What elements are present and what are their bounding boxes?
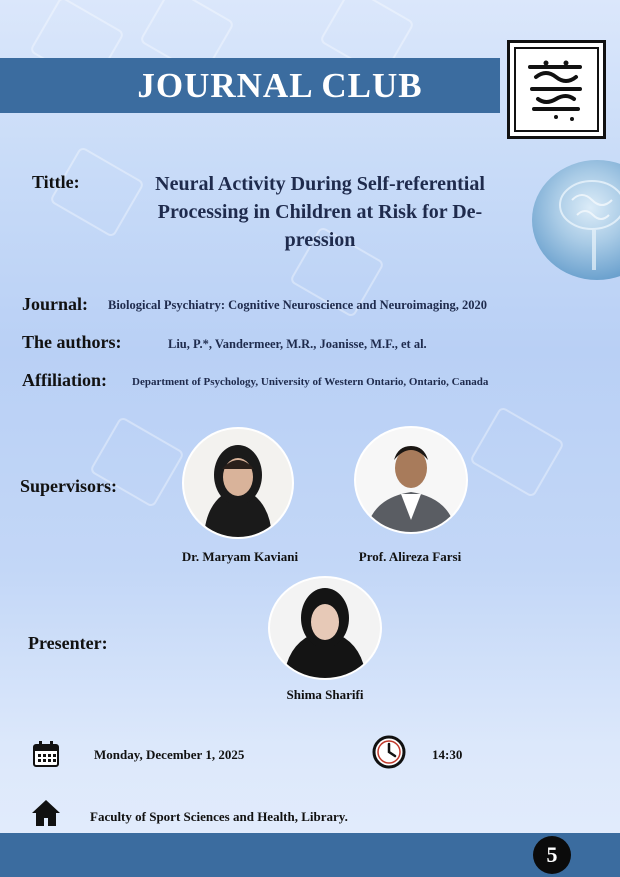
presenter-name: Shima Sharifi — [286, 687, 364, 702]
brain-icon — [532, 160, 620, 280]
hexagon-decoration — [469, 406, 565, 498]
paper-title-line: Neural Activity During Self-referential — [155, 173, 485, 195]
paper-title — [120, 170, 520, 254]
affiliation-label: Affiliation: — [22, 370, 107, 390]
presenter-label: Presenter: — [28, 633, 108, 653]
university-logo-mark — [516, 49, 597, 130]
home-icon — [30, 798, 62, 828]
event-time: 14:30 — [432, 747, 463, 762]
event-date: Monday, December 1, 2025 — [94, 747, 245, 762]
supervisor-photo — [182, 427, 294, 539]
paper-title-line: Processing in Children at Risk for De- — [157, 201, 483, 223]
page-title: JOURNAL CLUB — [137, 65, 423, 105]
header-banner — [0, 58, 500, 113]
university-logo-frame — [514, 47, 599, 132]
supervisor-name: Dr. Maryam Kaviani — [181, 549, 299, 564]
journal-label: Journal: — [22, 294, 89, 314]
title-label: Tittle: — [32, 172, 80, 192]
event-location: Faculty of Sport Sciences and Health, Library. — [90, 809, 348, 824]
paper-title-line: pression — [284, 229, 356, 251]
supervisors-label: Supervisors: — [20, 476, 118, 496]
affiliation-value: Department of Psychology, University of Western Ontario, Ontario, Canada — [132, 376, 489, 388]
supervisor-photo — [354, 426, 468, 534]
calendar-icon — [32, 740, 60, 768]
presenter-photo — [268, 576, 382, 680]
clock-icon — [372, 735, 406, 769]
supervisor-name: Prof. Alireza Farsi — [358, 549, 462, 564]
authors-value: Liu, P.*, Vandermeer, M.R., Joanisse, M.F., et al. — [168, 337, 427, 351]
page-number: 5 — [533, 836, 571, 874]
journal-value: Biological Psychiatry: Cognitive Neuroscience and Neuroimaging, 2020 — [108, 298, 488, 312]
footer-bar — [0, 833, 620, 877]
authors-label: The authors: — [22, 332, 122, 352]
university-logo — [507, 40, 606, 139]
